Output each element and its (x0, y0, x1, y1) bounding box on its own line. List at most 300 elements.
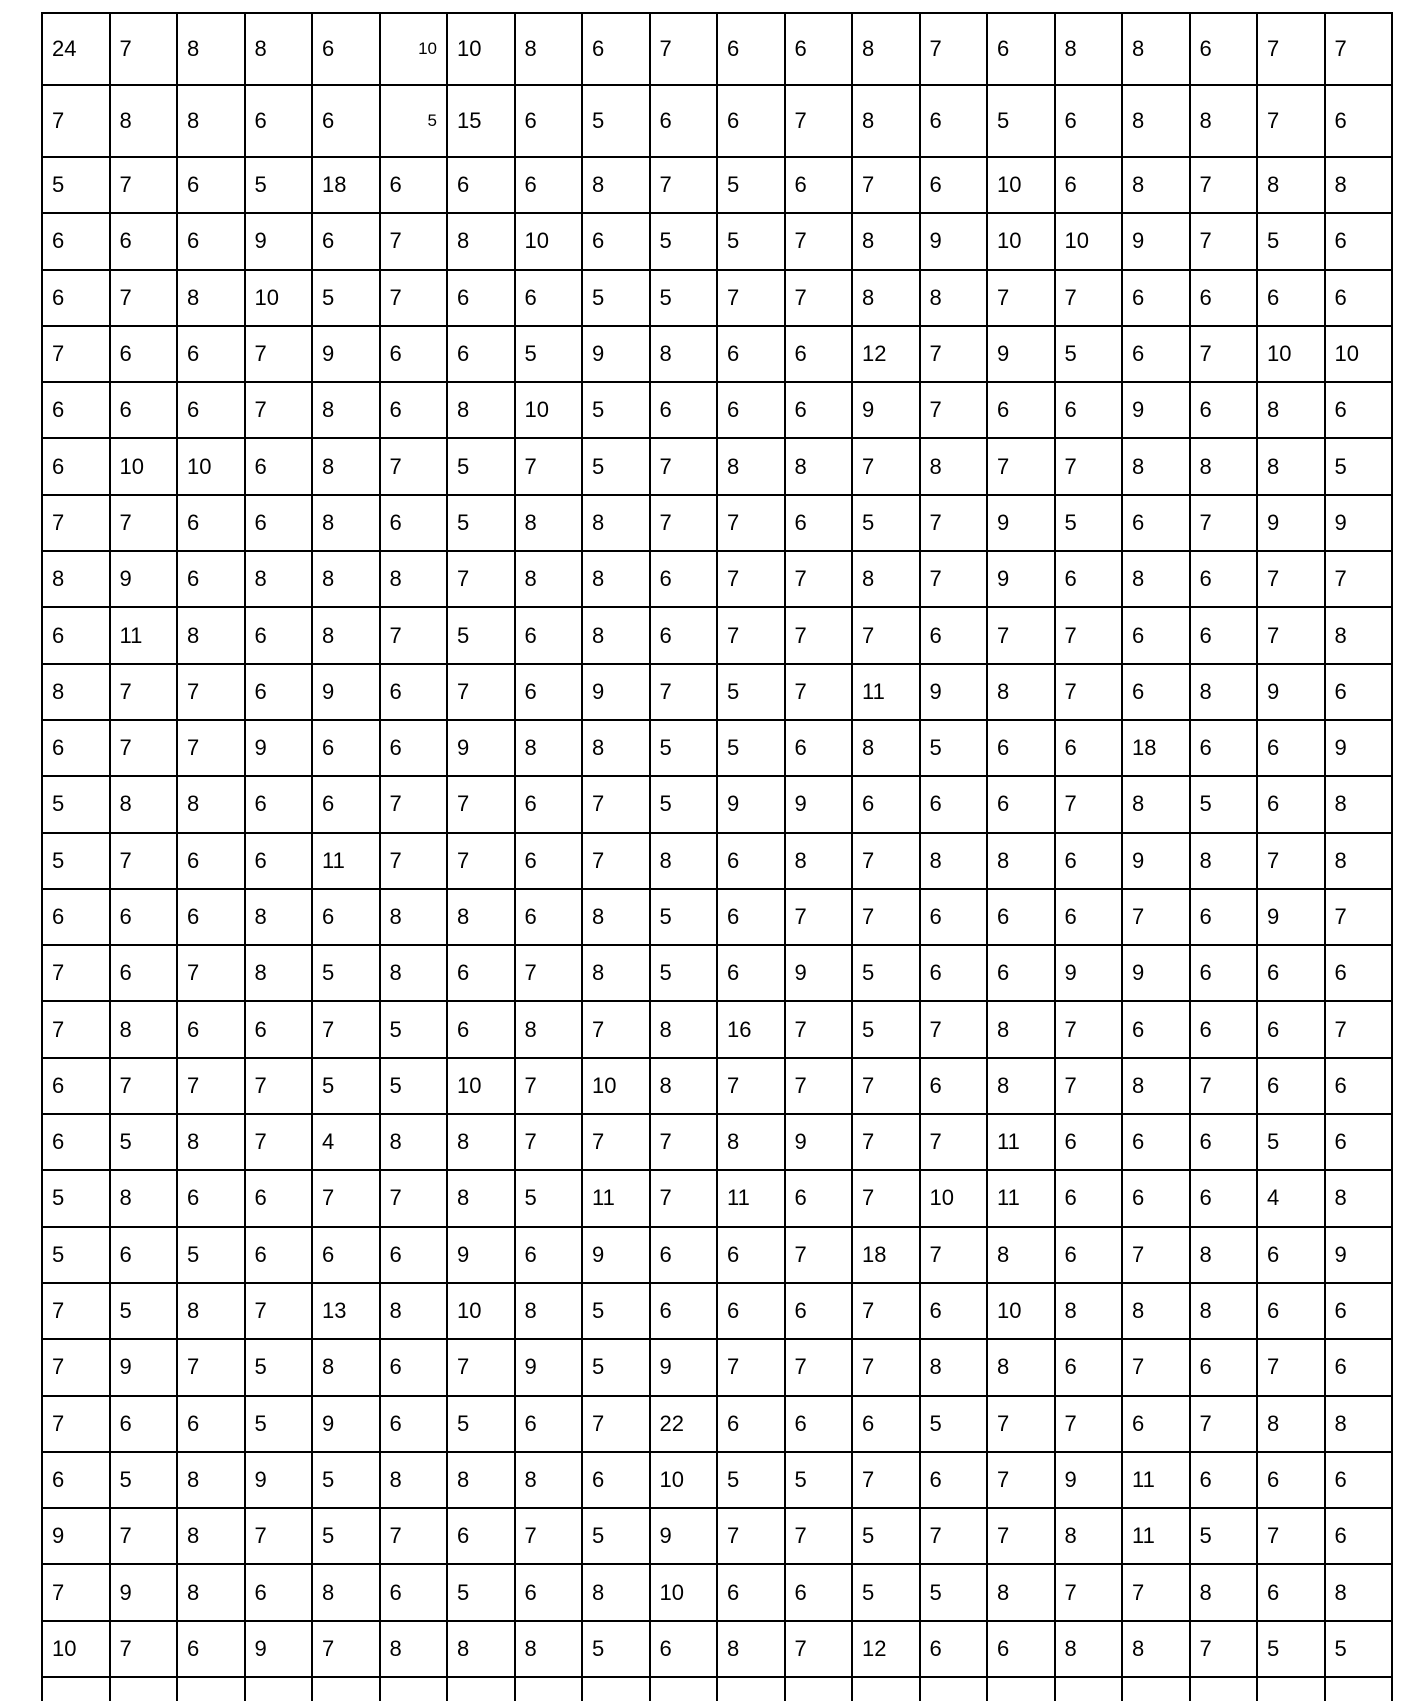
table-cell: 8 (312, 607, 380, 663)
table-cell: 6 (42, 1114, 110, 1170)
table-cell: 5 (42, 1170, 110, 1226)
table-cell: 8 (447, 1621, 515, 1677)
table-cell: 9 (1122, 945, 1190, 1001)
table-cell: 6 (920, 945, 988, 1001)
table-cell: 7 (852, 833, 920, 889)
table-cell: 8 (650, 833, 718, 889)
table-cell: 6 (177, 326, 245, 382)
table-cell: 8 (1190, 664, 1258, 720)
table-cell: 6 (920, 1058, 988, 1114)
table-cell: 8 (177, 1283, 245, 1339)
table-cell: 6 (515, 1227, 583, 1283)
table-cell: 6 (110, 1396, 178, 1452)
table-cell: 8 (312, 1564, 380, 1620)
table-cell: 8 (1325, 776, 1393, 832)
table-cell: 6 (1190, 1114, 1258, 1170)
table-cell: 8 (717, 1114, 785, 1170)
table-row (42, 270, 1392, 326)
table-cell: 6 (1325, 1508, 1393, 1564)
table-cell: 8 (852, 13, 920, 85)
table-cell: 6 (1055, 85, 1123, 157)
table-cell: 8 (245, 945, 313, 1001)
table-cell: 6 (110, 382, 178, 438)
table-cell (785, 1677, 853, 1701)
table-cell: 5 (42, 1227, 110, 1283)
table-cell: 9 (920, 213, 988, 269)
table-cell: 7 (380, 1170, 448, 1226)
table-cell (447, 1677, 515, 1701)
table-cell (515, 1677, 583, 1701)
table-cell: 7 (42, 1283, 110, 1339)
table-cell: 7 (1122, 889, 1190, 945)
table-cell: 6 (1325, 270, 1393, 326)
table-cell: 9 (582, 326, 650, 382)
table-cell: 8 (1257, 157, 1325, 213)
table-cell: 7 (245, 1283, 313, 1339)
table-cell: 9 (245, 1452, 313, 1508)
table-cell: 8 (852, 720, 920, 776)
table-cell: 6 (987, 889, 1055, 945)
table-cell: 6 (1190, 13, 1258, 85)
table-cell: 5 (582, 1508, 650, 1564)
table-cell: 8 (447, 213, 515, 269)
table-cell: 8 (717, 438, 785, 494)
table-cell: 8 (447, 1170, 515, 1226)
table-cell: 10 (42, 1621, 110, 1677)
table-cell: 6 (110, 326, 178, 382)
table-cell: 7 (380, 1508, 448, 1564)
table-cell: 11 (987, 1114, 1055, 1170)
table-cell: 5 (447, 1564, 515, 1620)
table-cell: 6 (987, 13, 1055, 85)
table-cell: 7 (1325, 889, 1393, 945)
table-cell: 10 (177, 438, 245, 494)
table-cell: 7 (987, 607, 1055, 663)
table-cell: 8 (1055, 13, 1123, 85)
table-cell: 5 (582, 85, 650, 157)
table-cell: 7 (785, 213, 853, 269)
table-cell: 7 (785, 270, 853, 326)
table-cell: 10 (380, 13, 448, 85)
table-cell: 7 (245, 1508, 313, 1564)
table-cell: 6 (785, 1564, 853, 1620)
table-cell: 7 (1190, 326, 1258, 382)
table-cell: 6 (380, 326, 448, 382)
table-cell: 7 (717, 607, 785, 663)
table-cell: 11 (1122, 1452, 1190, 1508)
table-cell: 6 (515, 1564, 583, 1620)
table-cell (245, 1677, 313, 1701)
table-cell: 10 (987, 157, 1055, 213)
table-cell: 8 (110, 85, 178, 157)
table-cell: 5 (852, 1508, 920, 1564)
table-cell: 7 (920, 1508, 988, 1564)
table-cell: 6 (42, 1058, 110, 1114)
table-cell: 6 (447, 270, 515, 326)
table-row (42, 664, 1392, 720)
table-cell: 7 (1190, 157, 1258, 213)
table-cell: 6 (177, 833, 245, 889)
table-cell: 9 (1122, 833, 1190, 889)
table-cell: 7 (1122, 1339, 1190, 1395)
table-cell (1055, 1677, 1123, 1701)
table-row (42, 85, 1392, 157)
table-cell: 7 (110, 157, 178, 213)
table-cell: 6 (1190, 607, 1258, 663)
table-cell: 9 (785, 945, 853, 1001)
table-cell: 6 (785, 1283, 853, 1339)
table-cell: 6 (110, 889, 178, 945)
table-cell: 7 (920, 495, 988, 551)
table-cell (717, 1677, 785, 1701)
table-cell: 7 (1055, 776, 1123, 832)
table-cell: 6 (920, 889, 988, 945)
table-cell: 7 (1325, 1001, 1393, 1057)
table-cell: 7 (1257, 85, 1325, 157)
table-cell: 9 (110, 551, 178, 607)
table-row (42, 607, 1392, 663)
table-cell: 6 (380, 720, 448, 776)
table-cell (312, 1677, 380, 1701)
table-cell: 8 (312, 551, 380, 607)
table-cell: 5 (1257, 1114, 1325, 1170)
table-cell: 6 (1122, 1170, 1190, 1226)
table-cell: 7 (920, 382, 988, 438)
table-cell: 7 (42, 1564, 110, 1620)
table-cell: 8 (1325, 833, 1393, 889)
table-cell: 11 (312, 833, 380, 889)
table-cell: 9 (447, 1227, 515, 1283)
table-cell: 6 (110, 1227, 178, 1283)
table-cell: 10 (447, 1283, 515, 1339)
table-cell: 6 (177, 889, 245, 945)
table-cell (582, 1677, 650, 1701)
table-cell: 9 (42, 1508, 110, 1564)
table-cell: 8 (312, 382, 380, 438)
table-cell: 7 (177, 945, 245, 1001)
table-cell: 6 (852, 1396, 920, 1452)
table-cell: 7 (110, 833, 178, 889)
table-cell: 6 (1257, 1227, 1325, 1283)
table-cell: 7 (1257, 13, 1325, 85)
table-cell: 8 (245, 889, 313, 945)
table-cell: 9 (515, 1339, 583, 1395)
table-cell: 7 (920, 326, 988, 382)
table-cell: 6 (1257, 776, 1325, 832)
table-cell: 9 (717, 776, 785, 832)
table-cell: 7 (515, 945, 583, 1001)
table-cell (380, 1677, 448, 1701)
table-cell: 10 (920, 1170, 988, 1226)
table-cell: 7 (1257, 551, 1325, 607)
table-cell: 7 (110, 270, 178, 326)
table-cell: 6 (650, 551, 718, 607)
table-cell: 9 (312, 326, 380, 382)
table-cell: 6 (1325, 382, 1393, 438)
table-row (42, 551, 1392, 607)
table-cell (1257, 1677, 1325, 1701)
table-cell: 5 (785, 1452, 853, 1508)
table-cell: 8 (852, 270, 920, 326)
table-cell: 7 (1055, 1564, 1123, 1620)
table-cell: 6 (650, 382, 718, 438)
table-cell: 6 (380, 1564, 448, 1620)
table-cell: 8 (177, 1114, 245, 1170)
table-cell: 5 (717, 664, 785, 720)
table-cell: 8 (1257, 1396, 1325, 1452)
table-cell: 5 (312, 1452, 380, 1508)
table-cell: 8 (42, 551, 110, 607)
table-cell: 6 (785, 720, 853, 776)
table-cell: 5 (582, 1621, 650, 1677)
table-cell: 22 (650, 1396, 718, 1452)
table-cell: 8 (785, 833, 853, 889)
table-cell: 6 (1122, 607, 1190, 663)
table-cell: 8 (177, 607, 245, 663)
table-cell: 5 (1325, 1621, 1393, 1677)
table-cell: 9 (785, 776, 853, 832)
table-cell: 6 (717, 889, 785, 945)
table-cell: 6 (1055, 157, 1123, 213)
table-cell: 6 (1325, 213, 1393, 269)
table-cell: 8 (582, 889, 650, 945)
table-cell: 5 (650, 270, 718, 326)
table-cell: 5 (920, 720, 988, 776)
table-cell: 8 (920, 270, 988, 326)
table-cell: 6 (380, 1396, 448, 1452)
table-cell: 8 (650, 1001, 718, 1057)
table-cell: 6 (245, 1227, 313, 1283)
table-cell: 5 (582, 382, 650, 438)
table-cell: 7 (42, 1339, 110, 1395)
table-cell: 5 (650, 945, 718, 1001)
table-cell: 7 (110, 664, 178, 720)
table-cell: 6 (42, 382, 110, 438)
table-cell: 6 (245, 1001, 313, 1057)
table-cell: 7 (1055, 607, 1123, 663)
table-cell: 7 (717, 495, 785, 551)
table-cell: 10 (650, 1452, 718, 1508)
table-cell: 6 (245, 85, 313, 157)
table-cell: 7 (650, 664, 718, 720)
table-cell: 8 (1190, 1227, 1258, 1283)
table-cell: 6 (177, 157, 245, 213)
table-cell: 8 (515, 1621, 583, 1677)
table-cell: 7 (1055, 270, 1123, 326)
table-cell: 6 (177, 1621, 245, 1677)
table-cell: 8 (1190, 833, 1258, 889)
table-cell: 7 (785, 607, 853, 663)
table-cell: 8 (447, 1452, 515, 1508)
table-cell: 9 (1325, 1227, 1393, 1283)
table-cell: 6 (582, 1452, 650, 1508)
table-cell: 8 (1325, 607, 1393, 663)
table-row (42, 833, 1392, 889)
table-cell: 7 (110, 720, 178, 776)
table-cell: 8 (515, 1452, 583, 1508)
table-row (42, 13, 1392, 85)
table-cell: 5 (1055, 326, 1123, 382)
table-cell: 7 (1190, 1058, 1258, 1114)
table-cell: 6 (110, 945, 178, 1001)
table-cell: 6 (515, 85, 583, 157)
table-cell: 10 (987, 1283, 1055, 1339)
table-row (42, 495, 1392, 551)
table-cell: 7 (785, 1001, 853, 1057)
table-cell: 7 (447, 1339, 515, 1395)
table-row (42, 720, 1392, 776)
table-cell: 8 (177, 1508, 245, 1564)
table-cell: 10 (447, 13, 515, 85)
table-cell: 8 (987, 1058, 1055, 1114)
table-cell: 5 (987, 85, 1055, 157)
table-cell: 7 (515, 1508, 583, 1564)
table-cell: 7 (110, 1621, 178, 1677)
table-cell: 6 (1190, 382, 1258, 438)
table-cell: 6 (515, 664, 583, 720)
table-cell: 7 (515, 1058, 583, 1114)
table-cell: 6 (177, 551, 245, 607)
table-cell: 6 (1122, 664, 1190, 720)
table-cell: 10 (110, 438, 178, 494)
table-cell: 9 (245, 213, 313, 269)
table-cell: 5 (380, 85, 448, 157)
table-cell: 4 (1257, 1170, 1325, 1226)
table-cell: 8 (515, 551, 583, 607)
table-cell: 8 (650, 326, 718, 382)
table-cell: 6 (1190, 889, 1258, 945)
table-cell: 7 (987, 438, 1055, 494)
table-cell: 6 (785, 326, 853, 382)
table-cell: 7 (785, 1508, 853, 1564)
table-cell: 7 (1257, 607, 1325, 663)
table-cell: 9 (110, 1564, 178, 1620)
table-cell: 8 (920, 833, 988, 889)
table-cell: 6 (515, 157, 583, 213)
table-cell: 7 (380, 607, 448, 663)
table-cell: 6 (785, 157, 853, 213)
table-cell: 7 (245, 326, 313, 382)
table-cell: 6 (717, 833, 785, 889)
table-cell: 7 (852, 1170, 920, 1226)
table-cell: 7 (852, 157, 920, 213)
table-row (42, 213, 1392, 269)
table-cell: 10 (1055, 213, 1123, 269)
table-cell: 9 (920, 664, 988, 720)
table-row (42, 1339, 1392, 1395)
table-cell: 5 (245, 157, 313, 213)
table-cell: 7 (717, 1058, 785, 1114)
table-cell: 6 (1055, 1114, 1123, 1170)
table-cell: 5 (42, 157, 110, 213)
table-cell: 6 (177, 1001, 245, 1057)
table-cell: 8 (1257, 438, 1325, 494)
table-cell: 6 (177, 1170, 245, 1226)
table-cell: 5 (717, 1452, 785, 1508)
table-cell: 6 (1190, 551, 1258, 607)
table-cell: 16 (717, 1001, 785, 1057)
table-row (42, 326, 1392, 382)
table-cell: 5 (312, 945, 380, 1001)
table-cell: 8 (987, 833, 1055, 889)
table-cell: 8 (1122, 13, 1190, 85)
table-cell: 11 (582, 1170, 650, 1226)
table-cell: 8 (1122, 438, 1190, 494)
table-cell: 9 (987, 495, 1055, 551)
table-cell: 8 (1122, 551, 1190, 607)
table-cell: 6 (1055, 833, 1123, 889)
table-cell: 5 (245, 1396, 313, 1452)
table-cell: 7 (650, 1170, 718, 1226)
table-cell (1190, 1677, 1258, 1701)
table-cell: 7 (852, 607, 920, 663)
table-cell: 9 (1325, 495, 1393, 551)
table-cell: 6 (920, 157, 988, 213)
table-cell: 6 (785, 1396, 853, 1452)
table-cell: 8 (177, 270, 245, 326)
table-cell: 7 (717, 270, 785, 326)
table-cell (1122, 1677, 1190, 1701)
table-cell: 7 (447, 833, 515, 889)
table-cell: 7 (1055, 438, 1123, 494)
table-cell: 8 (1325, 1170, 1393, 1226)
grid-body (42, 13, 1392, 1701)
table-cell: 8 (582, 720, 650, 776)
table-cell: 8 (1122, 1283, 1190, 1339)
table-row (42, 1283, 1392, 1339)
table-cell: 7 (650, 438, 718, 494)
table-cell: 8 (110, 1170, 178, 1226)
table-cell: 5 (380, 1058, 448, 1114)
table-row (42, 438, 1392, 494)
table-cell: 7 (920, 1114, 988, 1170)
table-cell: 6 (447, 157, 515, 213)
table-cell: 6 (1325, 664, 1393, 720)
table-cell: 9 (987, 326, 1055, 382)
table-cell: 8 (1122, 157, 1190, 213)
table-cell: 6 (380, 664, 448, 720)
table-row (42, 382, 1392, 438)
table-cell: 9 (1122, 213, 1190, 269)
table-cell: 6 (650, 607, 718, 663)
table-cell: 7 (582, 1396, 650, 1452)
table-cell: 5 (852, 495, 920, 551)
table-cell: 7 (245, 1058, 313, 1114)
table-cell (920, 1677, 988, 1701)
table-cell: 5 (1257, 213, 1325, 269)
table-cell: 8 (177, 1452, 245, 1508)
table-cell: 6 (650, 1283, 718, 1339)
table-cell: 8 (1055, 1283, 1123, 1339)
table-cell: 7 (650, 13, 718, 85)
table-cell: 7 (582, 833, 650, 889)
table-cell: 5 (312, 1508, 380, 1564)
table-cell: 6 (1325, 1058, 1393, 1114)
table-cell: 6 (245, 833, 313, 889)
table-cell: 6 (245, 495, 313, 551)
table-cell: 6 (1257, 945, 1325, 1001)
table-cell: 7 (380, 776, 448, 832)
table-row (42, 1058, 1392, 1114)
table-cell: 6 (1122, 1114, 1190, 1170)
table-cell: 5 (515, 1170, 583, 1226)
table-cell: 6 (380, 495, 448, 551)
table-cell: 7 (852, 889, 920, 945)
table-cell: 6 (1325, 1283, 1393, 1339)
table-cell: 7 (717, 1339, 785, 1395)
table-cell: 6 (1325, 1452, 1393, 1508)
table-cell: 7 (785, 1621, 853, 1677)
